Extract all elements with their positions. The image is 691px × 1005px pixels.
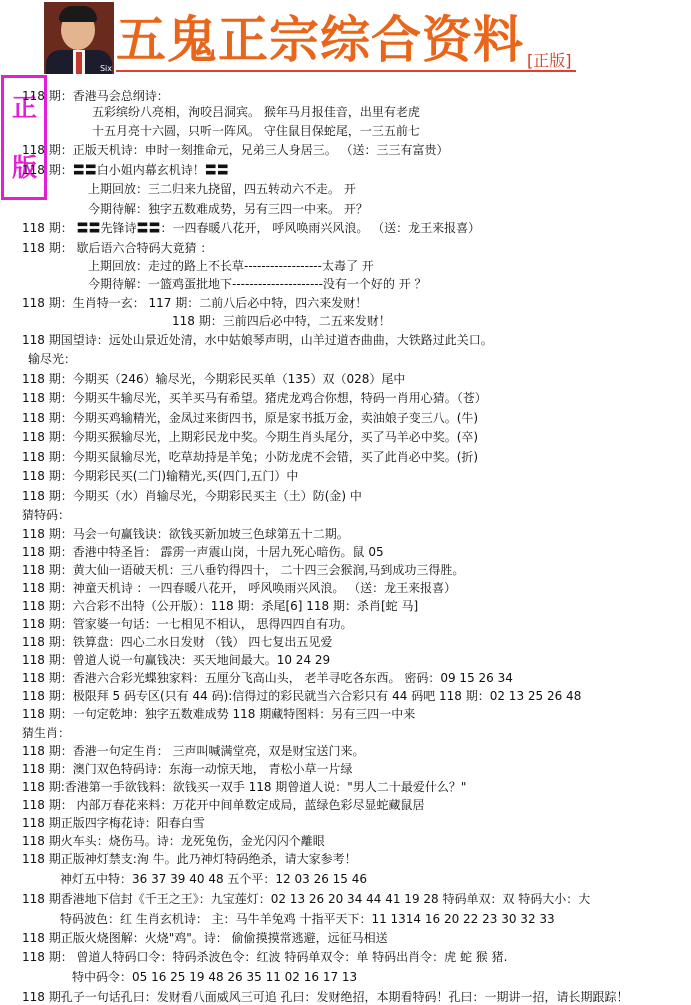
title-underline [116,70,576,72]
content-line: 猜生肖： [22,726,71,740]
content-line: 118 期：马会一句赢钱诀：欲钱买新加坡三色球第五十二期。 [22,527,349,541]
content-line: 输尽光： [28,352,77,366]
content-line: 118 期：管家婆一句话：一七相见不相认， 思得四四自有功。 [22,617,353,631]
content-line: 特码波色：红 生肖玄机诗： 主：马牛羊兔鸡 十指平天下：11 1314 16 20 22 23 30 32 33 [60,912,555,926]
page-header [0,0,691,80]
content-line: 118 期正版四字梅花诗：阳春白雪 [22,816,205,830]
content-line: 118 期： 内部万春花来料：万花开中间单数定成局，蓝绿色彩尽显蛇藏鼠居 [22,798,425,812]
content-line: 118 期：澳门双色特码诗：东海一动惊天地， 青松小草一片绿 [22,762,353,776]
content-line: 118 期： 歇后语六合特码大竟猜 ： [22,241,213,255]
content-line: 118 期：香港中特圣旨： 霹雳一声震山岗，十居九死心暗伤。鼠 05 [22,545,384,559]
content-line: 118 期：今期买（246）输尽光，今期彩民买单（135）双（028）尾中 [22,372,406,386]
content-line: 118 期：今期买（水）肖输尽光，今期彩民买主（土）防(金) 中 [22,489,362,503]
side-stamp-char-2: 版 [12,153,38,182]
content-line: 118 期：六合彩不出特（公开版）：118 期：杀尾[6] 118 期：杀肖[蛇 马] [22,599,419,613]
content-line: 118 期：正版天机诗：申时一刻推命元，兄弟三人身居三。 （送：三三有富贵） [22,143,449,157]
content-line: 118 期：今期买猴输尽光，上期彩民龙中奖。今期生肖头尾分，买了马羊必中奖。(卒) [22,430,479,444]
content-line: 118 期：曾道人说一句赢钱决：买天地间最大。10 24 29 [22,653,331,667]
content-line: 118 期：三前四后必中特，二五来发财！ [172,314,391,328]
content-line: 118 期：今期买鸡输精光，金凤过来街四书，原是家书抵万金，卖油娘子变三八。(牛) [22,411,479,425]
content-line: 上期回放：三二归来九挠留，四五转动六不走。 开 [88,182,356,196]
content-line: 118 期：铁算盘：四心二水日发财 （钱） 四七复出五见爱 [22,635,333,649]
content-line: 十五月亮十六圆，只听一阵风。 守住鼠目保蛇尾，一三五前七 [92,124,420,138]
content-line: 118 期：〓〓白小姐内幕玄机诗！〓〓 [22,163,229,177]
content-line: 特中码令：05 16 25 19 48 26 35 11 02 16 17 13 [72,970,358,984]
content-line: 118 期：今期彩民买(二门)输精光,买(四门,五门）中 [22,469,299,483]
edition-tag: [正版] [527,51,572,70]
content-line: 神灯五中特：36 37 39 40 48 五个平：12 03 26 15 46 [60,872,368,886]
content-line: 118 期：今期买鼠输尽光，吃草劫持是羊兔；小防龙虎不会错，买了此肖必中奖。(折) [22,450,479,464]
side-stamp-char-1: 正 [12,93,38,122]
content-line: 118 期：一句定乾坤：独字五数难成势 118 期藏特图料：另有三四一中来 [22,707,416,721]
content-line: 猜特码： [22,508,71,522]
content-line: 118 期火车头：烧伤马。诗：龙死兔伤，金光闪闪个離眼 [22,834,325,848]
content-line: 118 期：黄大仙一语破天机：三八垂钓得四十， 二十四三会猴润,马到成功三得胜。 [22,563,465,577]
content-line: 今期待解：一篮鸡蛋批地下---------------------没有一个好的 开 ？ [88,277,427,291]
content-line: 118 期正版神灯禁支:洵 牛。此乃神灯特码绝杀，请大家参考！ [22,852,357,866]
avatar-hair [59,6,97,22]
content-line: 118 期：香港六合彩光蝶独家料：五厘分飞高山头， 老羊寻吃各东西。 密码：09 15 26 34 [22,671,513,685]
content-line: 118 期： 〓〓先锋诗〓〓：一四春暖八花开， 呼风唤雨兴风浪。 （送：龙王来报喜） [22,221,481,235]
content-line: 118 期：神童天机诗 ：一四春暖八花开， 呼风唤雨兴风浪。 （送：龙王来报喜） [22,581,457,595]
avatar-tie [76,52,82,74]
content-line: 118 期：生肖特一玄： 117 期：二前八后必中特，四六来发财！ [22,296,368,310]
content-line: 118 期正版火烧图解：火烧"鸡"。诗： 偷偷摸摸常逃避，远征马相送 [22,931,388,945]
content-line: 今期待解：独字五数难成势，另有三四一中来。 开？ [88,202,368,216]
avatar-caption: Six [99,64,112,73]
content-line: 118 期香港地下信封《千王之王》：九宝莲灯：02 13 26 20 34 44 41 19 28 特码单双：双 特码大小：大 [22,892,591,906]
content-line: 118 期国望诗：远处山景近处清，水中姑娘琴声明，山羊过道杏曲曲，大铁路过此关口。 [22,333,493,347]
content-line: 118 期： 曾道人特码口令：特码杀波色令：红波 特码单双令：单 特码出肖令：虎 蛇 猴 猪. [22,950,508,964]
content-line: 118 期:香港第一手欲钱料：欲钱买一双手 118 期曾道人说："男人二十最爱什么？" [22,780,467,794]
content-line: 上期回放：走过的路上不长草------------------太毒了 开 [88,259,374,273]
content-line: 118 期：香港一句定生肖： 三声叫喊满堂亮，双是财宝送门来。 [22,744,365,758]
content-line: 118 期：今期买牛输尽光，买羊买马有希望。猪虎龙鸡合你想，特码一肖用心猜。（苍） [22,391,487,405]
content-line: 五彩缤纷八亮相，洵咬吕洞宾。 猴年马月报佳音，出里有老虎 [92,105,420,119]
content-line: 118 期：极限拜 5 码专区(只有 44 码):信得过的彩民就当六合彩只有 44 码吧 118 期：02 13 25 26 48 [22,689,582,703]
content-line: 118 期：香港马会总纲诗： [22,89,169,103]
content-line: 118 期孔子一句话孔曰：发财看八面威风三可追 孔曰：发财绝招，本期看特码！孔曰：一期讲一招，请长期跟踪！ [22,990,629,1004]
page-title: 五鬼正宗综合资料 [116,10,524,69]
avatar [44,2,114,74]
